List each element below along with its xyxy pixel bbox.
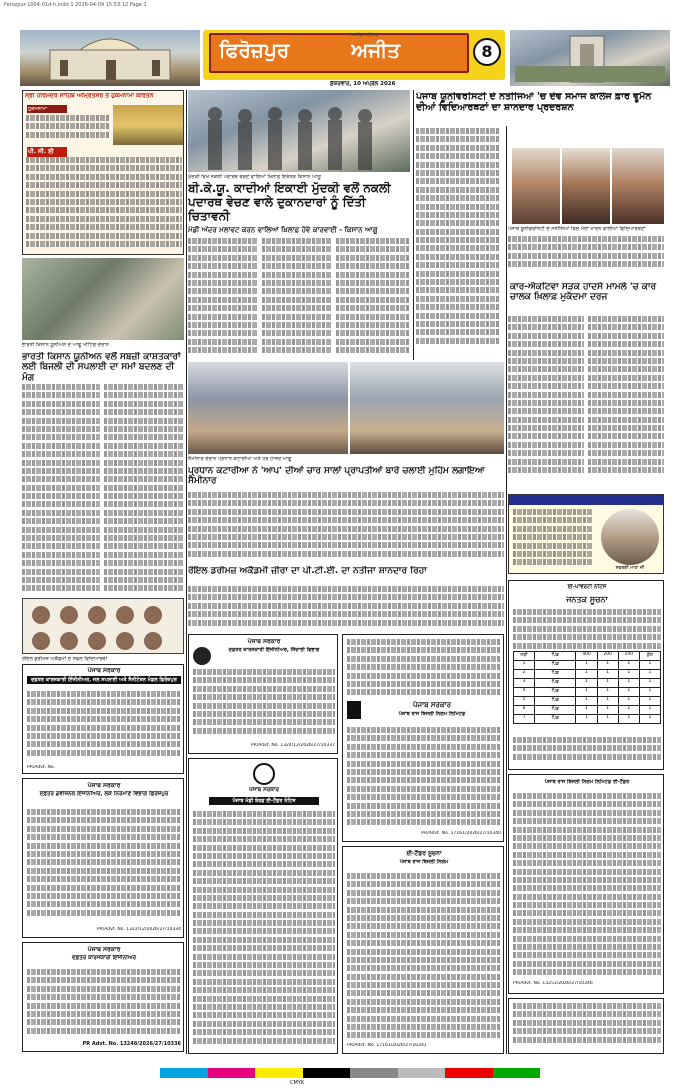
- obituary-photo: [601, 509, 659, 565]
- notice-table-cell: 1: [619, 688, 640, 696]
- hukamnama-text: [26, 115, 110, 145]
- public-notice-title: ਜਨਤਕ ਸੂਚਨਾ: [566, 595, 608, 604]
- notice-table-cell: 1: [598, 715, 619, 723]
- notice-table-cell: 1: [619, 697, 640, 705]
- gov-ad-6: [342, 634, 504, 842]
- gov-ad-7-body: [347, 873, 501, 1039]
- seminar-photo-1: [188, 362, 348, 454]
- gov-ad-5-body: [193, 811, 335, 1047]
- gov-ad-6-body: [347, 727, 501, 827]
- notice-table-cell: 3: [514, 679, 535, 687]
- gov-ad-9-title: ਪੰਜਾਬ ਰਾਜ ਬਿਜਲੀ ਨਿਗਮ ਲਿਮਿਟਡ ਈ-ਟੈਂਡਰ: [544, 779, 630, 785]
- column-rule: [186, 90, 187, 1054]
- university-headline: ਪੰਜਾਬ ਯੂਨੀਵਰਸਿਟੀ ਦੇ ਨਤੀਜਿਆਂ 'ਚ ਦੇਵ ਸਮਾਜ ਕਾਲਜ ਫ਼ਾਰ ਵੂਮੈਨ ਦੀਆਂ ਵਿਦਿਆਰਥਣਾਂ ਦਾ ਸ਼ਾਨਦਾਰ ਪ੍ਰਦਰਸ਼ਨ: [416, 92, 652, 113]
- gov-ad-6-top: [347, 639, 501, 699]
- seminar-caption: ਸੈਮੀਨਾਰ ਦੌਰਾਨ ਪ੍ਰਧਾਨ ਕਟਾਰੀਆ ਅਤੇ ਹੋਰ ਹਾਜ਼ਰ ਆਗੂ: [188, 456, 292, 462]
- main-headline: ਬੀ.ਕੇ.ਯੂ. ਕਾਦੀਆਂ ਇਕਾਈ ਮੁੱਦਕੀ ਵਲੋਂ ਨਕਲੀ ਪਦਾਰਥ ਵੇਚਣ ਵਾਲੇ ਦੁਕਾਨਦਾਰਾਂ ਨੂੰ ਦਿੱਤੀ ਚਿਤਾਵਨੀ: [188, 182, 391, 223]
- obituary-box: [508, 494, 664, 574]
- notice-table-cell: ਪਿੰਡ: [535, 688, 576, 696]
- notice-table-body: [513, 661, 661, 724]
- gov-ad-7-footer: PR/Advt. No. 17161/2026/27/10341: [347, 1043, 427, 1048]
- notice-table-cell: 4: [514, 688, 535, 696]
- notice-table-row: [513, 706, 661, 715]
- farmers-meeting-photo: [22, 258, 184, 340]
- car-accident-headline: ਕਾਰ-ਐਕਟਿਵਾ ਸੜਕ ਹਾਦਸੇ ਮਾਮਲੇ 'ਚ ਕਾਰ ਚਾਲਕ ਖ਼ਿਲਾਫ਼ ਮੁਕੱਦਮਾ ਦਰਜ: [510, 282, 657, 303]
- university-body-2: [508, 236, 664, 276]
- gov-ad-1-footer: PR/Advt. No.: [27, 765, 55, 770]
- gov-ad-3-title: ਦਫ਼ਤਰ ਕਾਰਜਕਾਰੀ ਇੰਜੀਨੀਅਰ: [72, 955, 136, 961]
- notice-table-row: [513, 661, 661, 670]
- masthead-city: ਫਿਰੋਜ਼ਪੁਰ: [219, 39, 290, 62]
- main-story-col3: [336, 238, 410, 358]
- notice-table-cell: 1: [514, 661, 535, 669]
- gov-ad-5: [188, 758, 338, 1054]
- students-photo-3: [612, 148, 664, 224]
- notice-table-cell: ਪਿੰਡ: [535, 670, 576, 678]
- small-ad-bottom-right: [508, 998, 664, 1054]
- gov-ad-2: [22, 778, 184, 938]
- academy-group-ad: [22, 598, 184, 654]
- masthead-left-photo: [20, 30, 200, 86]
- gov-ad-7-header: ਈ-ਟੈਂਡਰ ਸੂਚਨਾ: [406, 850, 442, 857]
- gov-ad-4-title: ਦਫ਼ਤਰ ਕਾਰਜਕਾਰੀ ਇੰਜੀਨੀਅਰ, ਸਿੰਚਾਈ ਵਿਭਾਗ: [228, 647, 320, 653]
- notice-table-cell: 1: [648, 670, 652, 675]
- main-story-col1: [188, 238, 258, 358]
- notice-table-cell: 7: [514, 715, 535, 723]
- notice-table-cell: 1: [598, 661, 619, 669]
- notice-table-row: [513, 715, 661, 724]
- masthead-paper: ਅਜੀਤ: [351, 39, 401, 62]
- students-caption: ਪੰਜਾਬ ਯੂਨੀਵਰਸਿਟੀ ਦੇ ਨਤੀਜਿਆਂ ਵਿਚ ਮੱਲਾਂ ਮਾਰਨ ਵਾਲੀਆਂ ਵਿਦਿਆਰਥਣਾਂ: [508, 226, 646, 232]
- notice-table-cell: 1: [598, 706, 619, 714]
- notice-table-cell: ਪਿੰਡ: [535, 661, 576, 669]
- gov-ad-1: [22, 664, 184, 774]
- color-bar: [160, 1068, 540, 1078]
- hukamnama-subtitle: ਹੁਕਮਨਾਮਾ: [27, 105, 67, 113]
- masthead-edition: ਅਜੀਤ, ਜਲੰਧਰ: [350, 32, 379, 38]
- slug-line: Ferozpur-1004-01d-h.indd 1 2026-04-09 15:53:12 Page 1: [4, 2, 147, 8]
- hukamnama-body: [26, 157, 182, 253]
- notice-table-cell: 1: [648, 661, 652, 666]
- gov-ad-6-header: ਪੰਜਾਬ ਸਰਕਾਰ: [412, 701, 451, 709]
- gov-ad-7: [342, 846, 504, 1054]
- gov-ad-4-emblem: [193, 647, 211, 665]
- notice-table-row: [513, 679, 661, 688]
- students-photo-1: [512, 148, 560, 224]
- column-rule: [413, 90, 414, 360]
- notice-table-th: ਲੜੀ: [514, 652, 535, 660]
- cmyk-label: CMYK: [290, 1080, 305, 1086]
- gurdwara-illustration: [20, 30, 200, 86]
- notice-table-cell: 1: [619, 715, 640, 723]
- obituary-photo-caption: ਸਵਰਗੀ ਮਾਤਾ ਜੀ: [615, 566, 645, 571]
- group-portraits: [23, 599, 184, 654]
- public-notice-footer-text: [513, 737, 661, 767]
- gov-ad-4-body: [193, 669, 335, 739]
- masthead-inner: [209, 33, 469, 73]
- gov-ad-4: [188, 634, 338, 754]
- seminar-headline: ਪ੍ਰਧਾਨ ਕਟਾਰੀਆ ਨੇ 'ਆਪ' ਦੀਆਂ ਚਾਰ ਸਾਲਾਂ ਪ੍ਰਾਪਤੀਆਂ ਬਾਰੇ ਚਲਾਈ ਮੁਹਿੰਮ ਲਗਾਇਆ ਸੈਮੀਨਾਰ: [188, 466, 485, 487]
- notice-table-cell: 1: [648, 688, 652, 693]
- main-story-col2: [262, 238, 332, 358]
- notice-table-cell: ਪਿੰਡ: [535, 715, 576, 723]
- notice-table-cell: 1: [619, 670, 640, 678]
- car-accident-body-2: [588, 316, 664, 476]
- seminar-photo-2: [350, 362, 504, 454]
- notice-table-row: [513, 688, 661, 697]
- gov-ad-9-footer: PR/Advt. No. 13251/2026/27/10346: [513, 981, 593, 986]
- gov-ad-5-header: ਪੰਜਾਬ ਸਰਕਾਰ: [249, 787, 279, 793]
- gov-ad-1-title: ਦਫ਼ਤਰ ਕਾਰਜਕਾਰੀ ਇੰਜੀਨੀਅਰ, ਜਲ ਸਪਲਾਈ ਅਤੇ ਸੈਨੀਟੇਸ਼ਨ ਮੰਡਲ ਫ਼ਿਰੋਜ਼ਪੁਰ: [27, 676, 181, 684]
- masthead: [20, 30, 670, 86]
- notice-table-row: [513, 697, 661, 706]
- notice-table-th: 100: [619, 652, 640, 660]
- small-ad-text: [513, 1003, 661, 1051]
- hukamnama-title: ਸ੍ਰੀ ਹਰਿਮੰਦਰ ਸਾਹਿਬ ਅੰਮ੍ਰਿਤਸਰ ਤੋਂ ਹੁਕਮਨਾਮਾ ਕੀਰਤਨ: [25, 93, 154, 99]
- notice-table-cell: 2: [514, 670, 535, 678]
- gov-ad-6-emblem: [347, 701, 361, 719]
- gov-ad-9: [508, 774, 664, 994]
- notice-table-cell: 1: [598, 670, 619, 678]
- gov-ad-4-header: ਪੰਜਾਬ ਸਰਕਾਰ: [247, 638, 281, 645]
- obituary-text: [513, 509, 593, 569]
- gov-ad-6-footer: PR/Advt. No. 17161/2026/27/10340: [421, 831, 501, 836]
- top-photo-caption: ਮੁੱਦਕੀ ਵਿਖੇ ਨਕਲੀ ਪਦਾਰਥ ਵੇਚਣ ਵਾਲਿਆਂ ਖ਼ਿਲਾਫ਼ ਇਕੱਤਰ ਕਿਸਾਨ ਆਗੂ: [188, 174, 321, 180]
- notice-table-cell: 1: [648, 715, 652, 720]
- notice-table-cell: ਪਿੰਡ: [535, 706, 576, 714]
- gov-ad-1-body: [27, 691, 181, 763]
- masthead-date: ਸ਼ੁੱਕਰਵਾਰ, 10 ਅਪ੍ਰੈਲ 2026: [330, 81, 396, 86]
- gov-ad-4-footer: PR/Advt. No. 1324/12/2026/27/10337: [250, 743, 335, 748]
- notice-table-cell: 1: [576, 661, 597, 669]
- notice-table-cell: 6: [514, 706, 535, 714]
- hukamnama-box: [22, 90, 184, 255]
- notice-table-cell: 1: [619, 679, 640, 687]
- golden-temple-photo: [113, 105, 183, 145]
- notice-table-row: [513, 670, 661, 679]
- public-notice-header: ਈ-ਪਾਵਰਟੀ ਨੋਟਿਸ: [567, 584, 607, 590]
- notice-table-cell: 1: [648, 679, 652, 684]
- column-rule: [506, 126, 507, 1054]
- gov-ad-5-title: ਪੰਜਾਬ ਮੰਡੀ ਬੋਰਡ ਈ-ਟੈਂਡਰ ਨੋਟਿਸ: [209, 797, 319, 805]
- notice-table-cell: 1: [598, 688, 619, 696]
- gov-ad-2-body: [27, 809, 181, 919]
- notice-table-cell: 1: [576, 706, 597, 714]
- people-silhouettes: [188, 90, 410, 172]
- notice-table-cell: 5: [514, 697, 535, 705]
- main-subheadline: ਮੰਡੀ ਅੰਦਰ ਮਲਾਵਟ ਕਰਨ ਵਾਲਿਆਂ ਖ਼ਿਲਾਫ਼ ਹੋਵੇ ਕਾਰਵਾਈ - ਕਿਸਾਨ ਆਗੂ: [188, 226, 378, 234]
- farmers-power-headline: ਭਾਰਤੀ ਕਿਸਾਨ ਯੂਨੀਅਨ ਵਲੋਂ ਸਬਜ਼ੀ ਕਾਸ਼ਤਕਾਰਾਂ ਲਈ ਬਿਜਲੀ ਦੀ ਸਪਲਾਈ ਦਾ ਸਮਾਂ ਬਦਲਣ ਦੀ ਮੰਗ: [22, 352, 181, 383]
- farmers-power-body-2: [104, 384, 184, 594]
- mudki-protest-photo: [188, 90, 410, 172]
- gov-ad-3-footer: PR Advt. No. 13248/2026/27/10336: [82, 1041, 181, 1047]
- left-photo-caption: ਭਾਰਤੀ ਕਿਸਾਨ ਯੂਨੀਅਨ ਦੇ ਆਗੂ ਮੀਟਿੰਗ ਦੌਰਾਨ: [22, 342, 109, 348]
- gov-ad-1-header: ਪੰਜਾਬ ਸਰਕਾਰ: [87, 667, 121, 674]
- notice-table-th: ਕੁੱਲ: [646, 653, 653, 658]
- academy-headline: ਰੌਇਲ ਡਰੀਮਜ਼ ਅਕੈਡਮੀ ਜ਼ੀਰਾ ਦਾ ਪੀ.ਟੀ.ਈ. ਦਾ ਨਤੀਜਾ ਸ਼ਾਨਦਾਰ ਰਿਹਾ: [188, 566, 427, 576]
- gov-ad-3: [22, 942, 184, 1052]
- gov-ad-7-title: ਪੰਜਾਬ ਰਾਜ ਬਿਜਲੀ ਨਿਗਮ: [399, 859, 449, 865]
- page-number-badge: 8: [473, 38, 501, 66]
- pge-tag: ਪੀ. ਜੀ. ਈ: [27, 147, 67, 157]
- notice-table-cell: 1: [619, 706, 640, 714]
- notice-table-cell: ਪਿੰਡ: [535, 697, 576, 705]
- notice-table-cell: 1: [598, 697, 619, 705]
- seminar-body: [188, 492, 504, 562]
- notice-table-cell: 1: [576, 697, 597, 705]
- notice-table-cell: 1: [576, 688, 597, 696]
- notice-table-th: 400: [576, 652, 597, 660]
- car-accident-body-1: [508, 316, 584, 476]
- gov-ad-3-body: [27, 969, 181, 1039]
- gov-ad-2-header: ਪੰਜਾਬ ਸਰਕਾਰ: [87, 782, 121, 789]
- notice-table-cell: 1: [576, 670, 597, 678]
- gov-ad-9-body: [513, 793, 661, 977]
- farmers-power-body: [22, 384, 100, 594]
- academy-body: [188, 586, 504, 630]
- notice-table-cell: 1: [576, 715, 597, 723]
- gov-ad-6-title: ਪੰਜਾਬ ਰਾਜ ਬਿਜਲੀ ਨਿਗਮ ਲਿਮਿਟਡ: [398, 711, 466, 717]
- notice-table-cell: 1: [619, 661, 640, 669]
- students-photo-2: [562, 148, 610, 224]
- notice-table-header: [513, 651, 661, 661]
- gov-ad-2-footer: PR/Advt. No. 1322/12/2026/27/10334: [96, 927, 181, 932]
- university-body-1: [416, 128, 500, 348]
- notice-table: [513, 651, 661, 731]
- ad-group-caption: ਰੌਇਲ ਡਰੀਮਜ਼ ਅਕੈਡਮੀ ਦੇ ਸਫਲ ਵਿਦਿਆਰਥੀ: [22, 656, 108, 662]
- public-notice-body: [513, 609, 661, 649]
- notice-table-th: ਪਿੰਡ: [535, 652, 576, 660]
- gov-ad-3-header: ਪੰਜਾਬ ਸਰਕਾਰ: [87, 946, 121, 953]
- notice-table-cell: 1: [648, 697, 652, 702]
- gov-ad-5-emblem: [253, 763, 275, 785]
- notice-table-cell: 1: [576, 679, 597, 687]
- notice-table-th: 200: [598, 652, 619, 660]
- gov-ad-2-title: ਦਫ਼ਤਰ ਡਵੀਜ਼ਨਲ ਇੰਜੀਨੀਅਰ, ਲੋਕ ਨਿਰਮਾਣ ਵਿਭਾਗ ਫ਼ਿਰੋਜ਼ਪੁਰ: [39, 791, 169, 797]
- notice-table-cell: ਪਿੰਡ: [535, 679, 576, 687]
- public-notice: [508, 580, 664, 770]
- notice-table-cell: 1: [648, 706, 652, 711]
- monument-illustration: [510, 30, 670, 86]
- obituary-header: [509, 495, 664, 505]
- notice-table-cell: 1: [598, 679, 619, 687]
- masthead-right-photo: [510, 30, 670, 86]
